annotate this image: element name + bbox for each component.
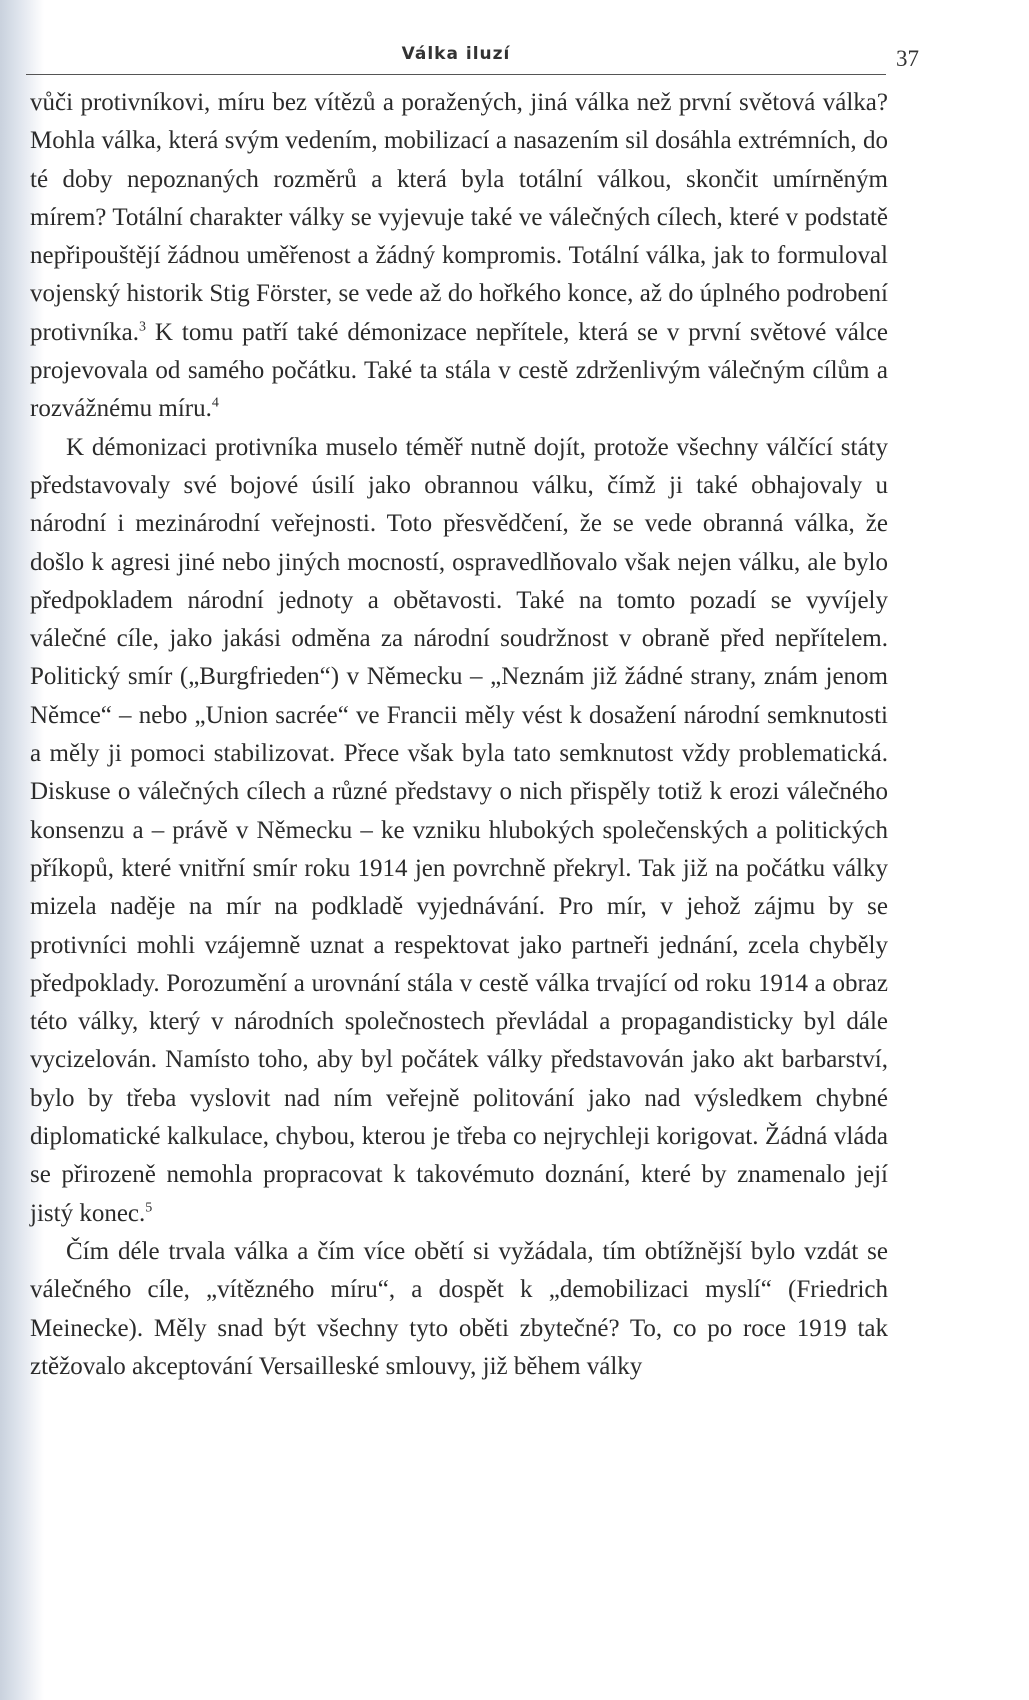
footnote-marker: 4	[211, 396, 219, 412]
paragraph	[30, 1233, 888, 1386]
text-run: Čím déle trvala válka a čím více obětí si vyžádala, tím obtížnější bylo vzdát se válečného cíle, „vítězného míru“, a dospět k „demobilizaci myslí“ (Friedrich Meinecke). Měly snad být všechny tyto oběti zbytečné? To, co po roce 1919 tak ztěžovalo akceptování Versailleské smlouvy, již během války	[30, 1237, 888, 1380]
paragraph	[30, 429, 888, 1233]
text-run: K démonizaci protivníka muselo téměř nutně dojít, protože všechny válčící státy představovaly své bojové úsilí jako obrannou válku, čímž ji také obhajovaly u národní i mezinárodní veřejnosti. Toto přesvědčení, že se vede obranná válka, že došlo k agresi jiné nebo jiných mocností, ospravedlňovalo však nejen válku, ale bylo předpokladem národní jednoty a obětavosti. Také na tomto pozadí se vyvíjely válečné cíle, jako jakási odměna za národní soudržnost v obraně před nepřítelem. Politický smír („Burgfrieden“) v Německu – „Neznám již žádné strany, znám jenom Němce“ – nebo „Union sacrée“ ve Francii měly vést k dosažení národní semknutosti a měly ji pomoci stabilizovat. Přece však byla tato semknutost vždy problematická. Diskuse o válečných cílech a různé představy o nich přispěly totiž k erozi válečného konsenzu a – právě v Německu – ke vzniku hlubokých společenských a politických příkopů, které vnitřní smír roku 1914 jen povrchně překryl. Tak již na počátku války mizela naděje na mír na podkladě vyjednávání. Pro mír, v jehož zájmu by se protivníci mohli vzájemně uznat a respektovat jako partneři jednání, zcela chyběly předpoklady. Porozumění a urovnání stála v cestě válka trvající od roku 1914 a obraz této války, který v národních společnostech převládal a propagandisticky byl dále vycizelován. Namísto toho, aby byl počátek války představován jako akt barbarství, bylo by třeba vyslovit nad ním veřejně politování jako nad výsledkem chybné diplomatické kalkulace, chybou, kterou je třeba co nejrychleji korigovat. Žádná vláda se přirozeně nemohla propracovat k takovémuto doznání, které by znamenalo její jistý konec.	[30, 433, 888, 1227]
footnote-marker: 5	[145, 1200, 153, 1216]
text-run: vůči protivníkovi, míru bez vítězů a poražených, jiná válka než první světová válka? Mohla válka, která svým vedením, mobilizací a nasazením sil dosáhla extrémních, do té doby nepoznaných rozměrů a která byla totální válkou, skončit umírněným mírem? Totální charakter války se vyjevuje také ve válečných cílech, které v podstatě nepřipouštějí žádnou uměřenost a žádný kompromis. Totální válka, jak to formuloval vojenský historik Stig Förster, se vede až do hořkého konce, až do úplného podrobení protivníka.	[30, 89, 888, 346]
paragraph	[30, 84, 888, 429]
running-header	[26, 40, 886, 75]
text-run: K tomu patří také démonizace nepřítele, která se v první světové válce projevovala od samého počátku. Také ta stála v cestě zdrženlivým válečným cílům a rozvážnému míru.	[30, 318, 888, 423]
footnote-marker: 3	[139, 319, 147, 335]
page-number: 37	[896, 46, 919, 71]
body-text	[30, 84, 888, 1386]
running-header-title: Válka iluzí	[401, 44, 511, 64]
